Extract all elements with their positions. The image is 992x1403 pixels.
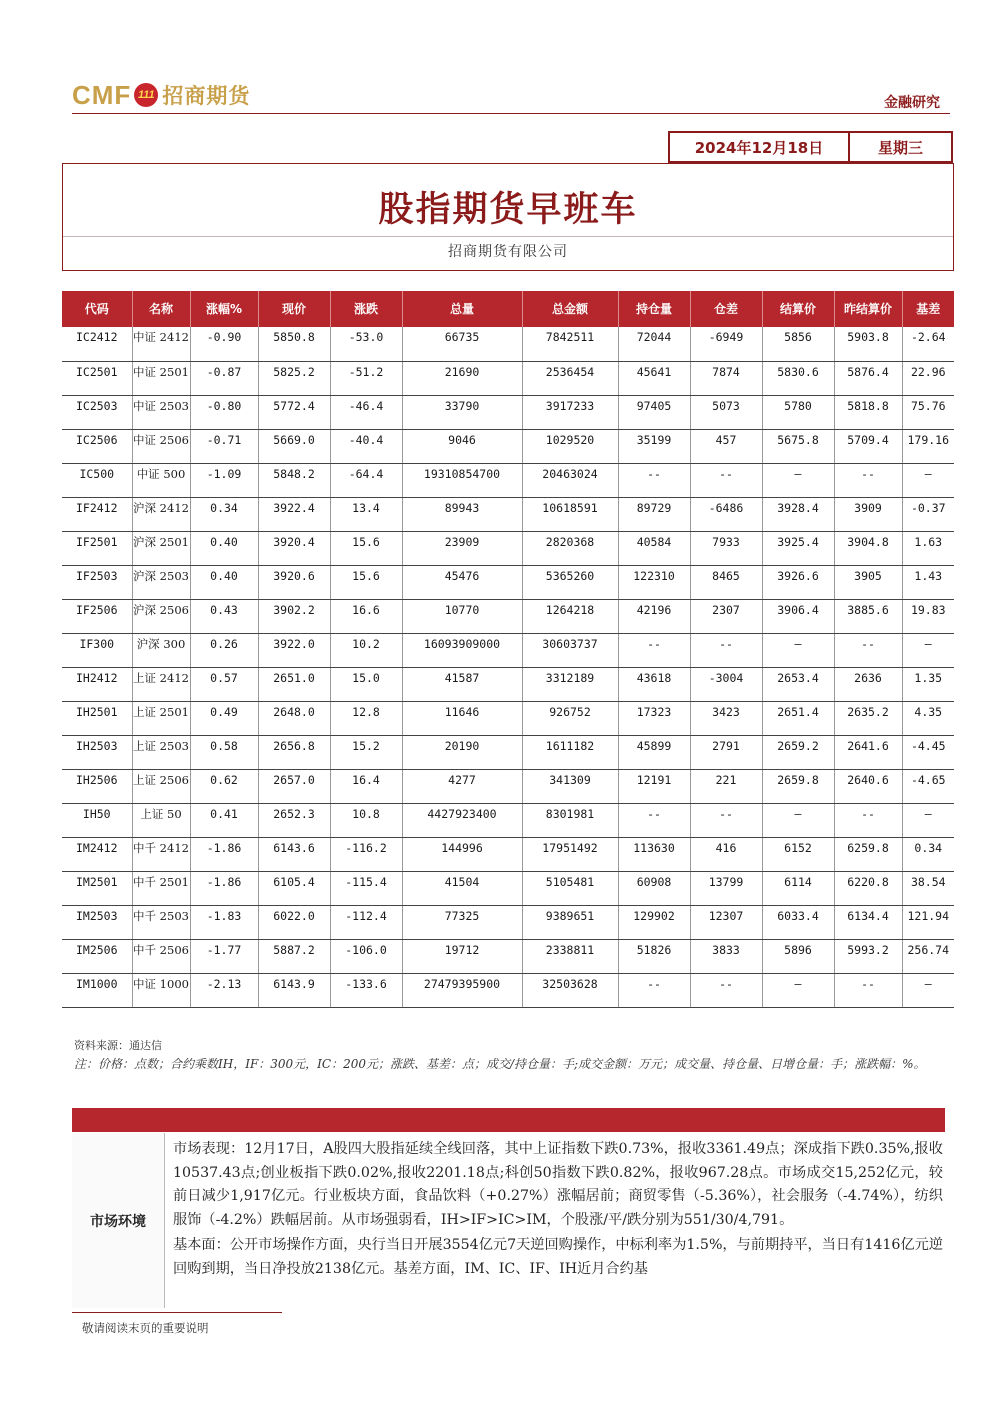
- table-cell: 中证 2501: [132, 361, 190, 395]
- page-title: 股指期货早班车: [378, 189, 638, 230]
- table-note: 注：价格：点数；合约乘数IH，IF：300元，IC：200元；涨跌、基差：点；成交/持仓量：手;成交金额：万元；成交量、持仓量、日增仓量：手；涨跌幅：%。: [74, 1057, 926, 1071]
- table-cell: 17951492: [522, 837, 618, 871]
- table-cell: IM1000: [62, 973, 132, 1007]
- table-cell: -3004: [690, 667, 762, 701]
- table-cell: 2657.0: [258, 769, 330, 803]
- table-cell: IF300: [62, 633, 132, 667]
- table-cell: —: [902, 973, 954, 1007]
- table-cell: -116.2: [330, 837, 402, 871]
- table-cell: -0.37: [902, 497, 954, 531]
- table-cell: 5365260: [522, 565, 618, 599]
- table-cell: --: [618, 973, 690, 1007]
- table-cell: 1.35: [902, 667, 954, 701]
- table-cell: IC2506: [62, 429, 132, 463]
- table-cell: 89729: [618, 497, 690, 531]
- logo-cmf-text: CMF: [72, 79, 132, 110]
- table-cell: 60908: [618, 871, 690, 905]
- table-cell: —: [762, 463, 834, 497]
- table-cell: 5669.0: [258, 429, 330, 463]
- table-row: [62, 735, 954, 769]
- table-cell: 16.4: [330, 769, 402, 803]
- table-cell: 5903.8: [834, 327, 902, 361]
- table-cell: 457: [690, 429, 762, 463]
- table-cell: 3926.6: [762, 565, 834, 599]
- table-cell: -115.4: [330, 871, 402, 905]
- table-cell: 9046: [402, 429, 522, 463]
- table-cell: 1611182: [522, 735, 618, 769]
- table-cell: 51826: [618, 939, 690, 973]
- table-cell: 3917233: [522, 395, 618, 429]
- table-cell: 45899: [618, 735, 690, 769]
- table-cell: 12191: [618, 769, 690, 803]
- table-row: [62, 429, 954, 463]
- table-cell: 42196: [618, 599, 690, 633]
- table-cell: -2.64: [902, 327, 954, 361]
- table-cell: 30603737: [522, 633, 618, 667]
- table-row: [62, 599, 954, 633]
- table-cell: 0.40: [190, 531, 258, 565]
- table-cell: 中千 2501: [132, 871, 190, 905]
- title-box: [62, 163, 954, 271]
- table-cell: 21690: [402, 361, 522, 395]
- table-cell: 3423: [690, 701, 762, 735]
- fundamentals-paragraph: 基本面：公开市场操作方面，央行当日开展3554亿元7天逆回购操作，中标利率为1.5%，与前期持平，当日有1416亿元逆回购到期，当日净投放2138亿元。基差方面，IM、IC、IF、IH近月合约基: [173, 1237, 943, 1277]
- table-cell: IF2501: [62, 531, 132, 565]
- table-cell: 3902.2: [258, 599, 330, 633]
- table-cell: --: [618, 463, 690, 497]
- table-cell: 上证 2412: [132, 667, 190, 701]
- table-cell: -0.90: [190, 327, 258, 361]
- report-date: 2024年12月18日: [670, 133, 850, 161]
- table-cell: IM2412: [62, 837, 132, 871]
- table-cell: 2640.6: [834, 769, 902, 803]
- table-cell: 2652.3: [258, 803, 330, 837]
- table-cell: 0.40: [190, 565, 258, 599]
- table-cell: --: [690, 803, 762, 837]
- table-cell: 15.2: [330, 735, 402, 769]
- table-row: [62, 565, 954, 599]
- table-cell: 0.62: [190, 769, 258, 803]
- date-bar: [668, 131, 953, 163]
- table-cell: 0.58: [190, 735, 258, 769]
- table-cell: 中千 2503: [132, 905, 190, 939]
- table-cell: —: [902, 463, 954, 497]
- table-cell: -0.80: [190, 395, 258, 429]
- table-cell: 0.57: [190, 667, 258, 701]
- table-cell: 中证 2412: [132, 327, 190, 361]
- table-cell: 2648.0: [258, 701, 330, 735]
- table-cell: 926752: [522, 701, 618, 735]
- table-cell: 沪深 300: [132, 633, 190, 667]
- section-bar: [72, 1108, 945, 1132]
- table-cell: --: [690, 463, 762, 497]
- table-cell: 2641.6: [834, 735, 902, 769]
- table-cell: 15.6: [330, 531, 402, 565]
- table-cell: 13.4: [330, 497, 402, 531]
- table-cell: 上证 2501: [132, 701, 190, 735]
- section-label: 金融研究: [884, 95, 940, 111]
- table-cell: 3906.4: [762, 599, 834, 633]
- table-cell: 113630: [618, 837, 690, 871]
- table-cell: IH2506: [62, 769, 132, 803]
- table-cell: 27479395900: [402, 973, 522, 1007]
- table-cell: 5675.8: [762, 429, 834, 463]
- column-header: 仓差: [690, 291, 762, 327]
- table-cell: 75.76: [902, 395, 954, 429]
- table-cell: 40584: [618, 531, 690, 565]
- header-divider: [72, 113, 950, 114]
- table-cell: 6259.8: [834, 837, 902, 871]
- column-header: 涨跌: [330, 291, 402, 327]
- table-cell: -53.0: [330, 327, 402, 361]
- table-cell: 3920.4: [258, 531, 330, 565]
- table-cell: —: [902, 633, 954, 667]
- table-cell: 3885.6: [834, 599, 902, 633]
- table-cell: 0.34: [902, 837, 954, 871]
- table-cell: IH2501: [62, 701, 132, 735]
- table-cell: 12307: [690, 905, 762, 939]
- table-body: [62, 327, 954, 1007]
- table-cell: 256.74: [902, 939, 954, 973]
- table-cell: 0.43: [190, 599, 258, 633]
- company-logo: [72, 80, 250, 110]
- table-cell: 20190: [402, 735, 522, 769]
- futures-table: [62, 291, 954, 1008]
- table-row: [62, 497, 954, 531]
- table-cell: 2338811: [522, 939, 618, 973]
- table-cell: 3920.6: [258, 565, 330, 599]
- market-env-label: 市场环境: [72, 1133, 165, 1308]
- table-cell: 中千 2412: [132, 837, 190, 871]
- table-cell: 5830.6: [762, 361, 834, 395]
- table-cell: 5856: [762, 327, 834, 361]
- table-cell: 15.6: [330, 565, 402, 599]
- table-cell: 3925.4: [762, 531, 834, 565]
- table-cell: -46.4: [330, 395, 402, 429]
- footer-divider: [72, 1312, 282, 1313]
- logo-chinese-text: 招商期货: [162, 84, 251, 108]
- table-cell: IH50: [62, 803, 132, 837]
- table-cell: 中证 1000: [132, 973, 190, 1007]
- table-cell: 1.63: [902, 531, 954, 565]
- table-cell: 3904.8: [834, 531, 902, 565]
- table-cell: 10618591: [522, 497, 618, 531]
- column-header: 总量: [402, 291, 522, 327]
- table-cell: 2536454: [522, 361, 618, 395]
- table-cell: 沪深 2412: [132, 497, 190, 531]
- table-cell: 2656.8: [258, 735, 330, 769]
- table-cell: --: [618, 633, 690, 667]
- table-cell: 5896: [762, 939, 834, 973]
- table-cell: 中证 500: [132, 463, 190, 497]
- table-cell: 5825.2: [258, 361, 330, 395]
- table-row: [62, 837, 954, 871]
- table-cell: 4.35: [902, 701, 954, 735]
- table-cell: 45641: [618, 361, 690, 395]
- company-name: 招商期货有限公司: [448, 244, 568, 260]
- table-cell: 341309: [522, 769, 618, 803]
- table-cell: 5105481: [522, 871, 618, 905]
- table-cell: 11646: [402, 701, 522, 735]
- table-cell: 0.26: [190, 633, 258, 667]
- table-cell: 3922.4: [258, 497, 330, 531]
- table-cell: -1.86: [190, 837, 258, 871]
- table-cell: 10.8: [330, 803, 402, 837]
- logo-badge-icon: 111: [134, 83, 158, 107]
- table-cell: 6114: [762, 871, 834, 905]
- table-cell: 129902: [618, 905, 690, 939]
- table-cell: 77325: [402, 905, 522, 939]
- table-cell: 72044: [618, 327, 690, 361]
- column-header: 涨幅%: [190, 291, 258, 327]
- table-cell: —: [902, 803, 954, 837]
- table-cell: -6486: [690, 497, 762, 531]
- table-cell: 7933: [690, 531, 762, 565]
- table-cell: —: [762, 803, 834, 837]
- table-cell: -1.09: [190, 463, 258, 497]
- table-cell: 22.96: [902, 361, 954, 395]
- table-cell: 2651.4: [762, 701, 834, 735]
- table-cell: -4.45: [902, 735, 954, 769]
- table-cell: 45476: [402, 565, 522, 599]
- table-cell: -4.65: [902, 769, 954, 803]
- table-cell: 6134.4: [834, 905, 902, 939]
- table-cell: 5848.2: [258, 463, 330, 497]
- table-cell: 2636: [834, 667, 902, 701]
- table-cell: 6152: [762, 837, 834, 871]
- table-cell: -51.2: [330, 361, 402, 395]
- table-cell: 3928.4: [762, 497, 834, 531]
- table-row: [62, 633, 954, 667]
- table-cell: 8465: [690, 565, 762, 599]
- table-cell: IM2503: [62, 905, 132, 939]
- table-row: [62, 769, 954, 803]
- table-cell: 5993.2: [834, 939, 902, 973]
- table-cell: --: [618, 803, 690, 837]
- table-cell: 35199: [618, 429, 690, 463]
- column-header: 代码: [62, 291, 132, 327]
- table-cell: 上证 2506: [132, 769, 190, 803]
- table-cell: 144996: [402, 837, 522, 871]
- table-cell: 32503628: [522, 973, 618, 1007]
- table-cell: —: [762, 633, 834, 667]
- table-cell: IF2503: [62, 565, 132, 599]
- table-cell: 1029520: [522, 429, 618, 463]
- table-cell: 5073: [690, 395, 762, 429]
- table-cell: 4427923400: [402, 803, 522, 837]
- table-cell: 8301981: [522, 803, 618, 837]
- table-cell: 66735: [402, 327, 522, 361]
- table-cell: 2653.4: [762, 667, 834, 701]
- column-header: 总金额: [522, 291, 618, 327]
- table-cell: 20463024: [522, 463, 618, 497]
- table-cell: -1.86: [190, 871, 258, 905]
- footer-disclaimer: 敬请阅读末页的重要说明: [82, 1321, 209, 1335]
- column-header: 现价: [258, 291, 330, 327]
- table-cell: 16093909000: [402, 633, 522, 667]
- table-row: [62, 905, 954, 939]
- table-cell: 6220.8: [834, 871, 902, 905]
- table-cell: 41587: [402, 667, 522, 701]
- table-cell: 3312189: [522, 667, 618, 701]
- table-cell: 上证 2503: [132, 735, 190, 769]
- table-row: [62, 667, 954, 701]
- market-env-text: [173, 1138, 943, 1283]
- table-cell: IC2503: [62, 395, 132, 429]
- table-cell: 97405: [618, 395, 690, 429]
- table-cell: -2.13: [190, 973, 258, 1007]
- title-divider: [63, 236, 953, 237]
- column-header: 名称: [132, 291, 190, 327]
- table-cell: 122310: [618, 565, 690, 599]
- table-cell: IC500: [62, 463, 132, 497]
- table-cell: IM2501: [62, 871, 132, 905]
- table-row: [62, 395, 954, 429]
- table-cell: IF2506: [62, 599, 132, 633]
- table-cell: 2659.2: [762, 735, 834, 769]
- column-header: 持仓量: [618, 291, 690, 327]
- table-cell: 10770: [402, 599, 522, 633]
- table-cell: --: [690, 973, 762, 1007]
- table-cell: 3922.0: [258, 633, 330, 667]
- table-cell: 中证 2506: [132, 429, 190, 463]
- table-cell: -64.4: [330, 463, 402, 497]
- column-header: 结算价: [762, 291, 834, 327]
- table-cell: 179.16: [902, 429, 954, 463]
- table-cell: 5818.8: [834, 395, 902, 429]
- table-cell: -106.0: [330, 939, 402, 973]
- table-cell: -133.6: [330, 973, 402, 1007]
- table-cell: 2635.2: [834, 701, 902, 735]
- table-cell: 16.6: [330, 599, 402, 633]
- table-cell: 0.41: [190, 803, 258, 837]
- table-cell: 2307: [690, 599, 762, 633]
- table-row: [62, 463, 954, 497]
- table-cell: 中千 2506: [132, 939, 190, 973]
- table-cell: 15.0: [330, 667, 402, 701]
- table-cell: 41504: [402, 871, 522, 905]
- table-cell: 上证 50: [132, 803, 190, 837]
- data-source: 资料来源：通达信: [74, 1039, 162, 1052]
- table-cell: 121.94: [902, 905, 954, 939]
- table-cell: 6022.0: [258, 905, 330, 939]
- table-cell: 221: [690, 769, 762, 803]
- table-cell: 6143.9: [258, 973, 330, 1007]
- table-row: [62, 871, 954, 905]
- table-row: [62, 803, 954, 837]
- table-cell: -1.77: [190, 939, 258, 973]
- table-cell: 2820368: [522, 531, 618, 565]
- table-cell: 3905: [834, 565, 902, 599]
- table-cell: 89943: [402, 497, 522, 531]
- table-cell: 沪深 2501: [132, 531, 190, 565]
- table-cell: -6949: [690, 327, 762, 361]
- table-cell: --: [690, 633, 762, 667]
- table-cell: -0.87: [190, 361, 258, 395]
- table-row: [62, 939, 954, 973]
- table-cell: 3833: [690, 939, 762, 973]
- table-cell: 中证 2503: [132, 395, 190, 429]
- table-cell: 23909: [402, 531, 522, 565]
- table-cell: 416: [690, 837, 762, 871]
- table-row: [62, 327, 954, 361]
- table-cell: 19310854700: [402, 463, 522, 497]
- table-cell: --: [834, 803, 902, 837]
- table-cell: 6143.6: [258, 837, 330, 871]
- table-cell: 5887.2: [258, 939, 330, 973]
- market-performance-paragraph: 市场表现：12月17日，A股四大股指延续全线回落，其中上证指数下跌0.73%，报收3361.49点；深成指下跌0.35%,报收10537.43点;创业板指下跌0.02%,报收2201.18点;科创50指数下跌0.82%，报收967.28点。市场成交15,252亿元，较前日减少1,917亿元。行业板块方面，食品饮料（+0.27%）涨幅居前；商贸零售（-5.36%），社会服务（-4.74%），纺织服饰（-4.2%）跌幅居前。从市场强弱看，IH>IF>IC>IM，个股涨/平/跌分别为551/30/4,791。: [173, 1141, 943, 1228]
- table-row: [62, 973, 954, 1007]
- table-cell: 19.83: [902, 599, 954, 633]
- table-cell: -1.83: [190, 905, 258, 939]
- table-cell: --: [834, 633, 902, 667]
- table-row: [62, 361, 954, 395]
- table-cell: 43618: [618, 667, 690, 701]
- table-header-row: [62, 291, 954, 327]
- table-cell: -112.4: [330, 905, 402, 939]
- table-cell: IM2506: [62, 939, 132, 973]
- table-cell: IH2412: [62, 667, 132, 701]
- table-cell: 6033.4: [762, 905, 834, 939]
- table-cell: --: [834, 463, 902, 497]
- table-cell: 2659.8: [762, 769, 834, 803]
- table-cell: 5780: [762, 395, 834, 429]
- table-cell: 33790: [402, 395, 522, 429]
- table-cell: 沪深 2506: [132, 599, 190, 633]
- table-cell: 13799: [690, 871, 762, 905]
- table-cell: IC2501: [62, 361, 132, 395]
- table-cell: 19712: [402, 939, 522, 973]
- table-row: [62, 531, 954, 565]
- table-cell: -40.4: [330, 429, 402, 463]
- report-weekday: 星期三: [877, 138, 923, 157]
- table-cell: 17323: [618, 701, 690, 735]
- column-header: 基差: [902, 291, 954, 327]
- table-cell: 0.49: [190, 701, 258, 735]
- table-cell: 7842511: [522, 327, 618, 361]
- table-cell: 9389651: [522, 905, 618, 939]
- table-cell: IH2503: [62, 735, 132, 769]
- table-cell: 38.54: [902, 871, 954, 905]
- column-header: 昨结算价: [834, 291, 902, 327]
- table-cell: 7874: [690, 361, 762, 395]
- table-cell: 沪深 2503: [132, 565, 190, 599]
- table-cell: —: [762, 973, 834, 1007]
- table-cell: 5709.4: [834, 429, 902, 463]
- table-cell: -0.71: [190, 429, 258, 463]
- table-cell: 12.8: [330, 701, 402, 735]
- table-cell: --: [834, 973, 902, 1007]
- table-cell: 0.34: [190, 497, 258, 531]
- table-cell: 6105.4: [258, 871, 330, 905]
- table-cell: 3909: [834, 497, 902, 531]
- table-row: [62, 701, 954, 735]
- table-cell: 2791: [690, 735, 762, 769]
- table-cell: 1.43: [902, 565, 954, 599]
- table-cell: 1264218: [522, 599, 618, 633]
- table-cell: 5850.8: [258, 327, 330, 361]
- table-cell: 10.2: [330, 633, 402, 667]
- table-cell: IF2412: [62, 497, 132, 531]
- table-cell: 5876.4: [834, 361, 902, 395]
- table-cell: IC2412: [62, 327, 132, 361]
- table-cell: 4277: [402, 769, 522, 803]
- table-cell: 5772.4: [258, 395, 330, 429]
- table-cell: 2651.0: [258, 667, 330, 701]
